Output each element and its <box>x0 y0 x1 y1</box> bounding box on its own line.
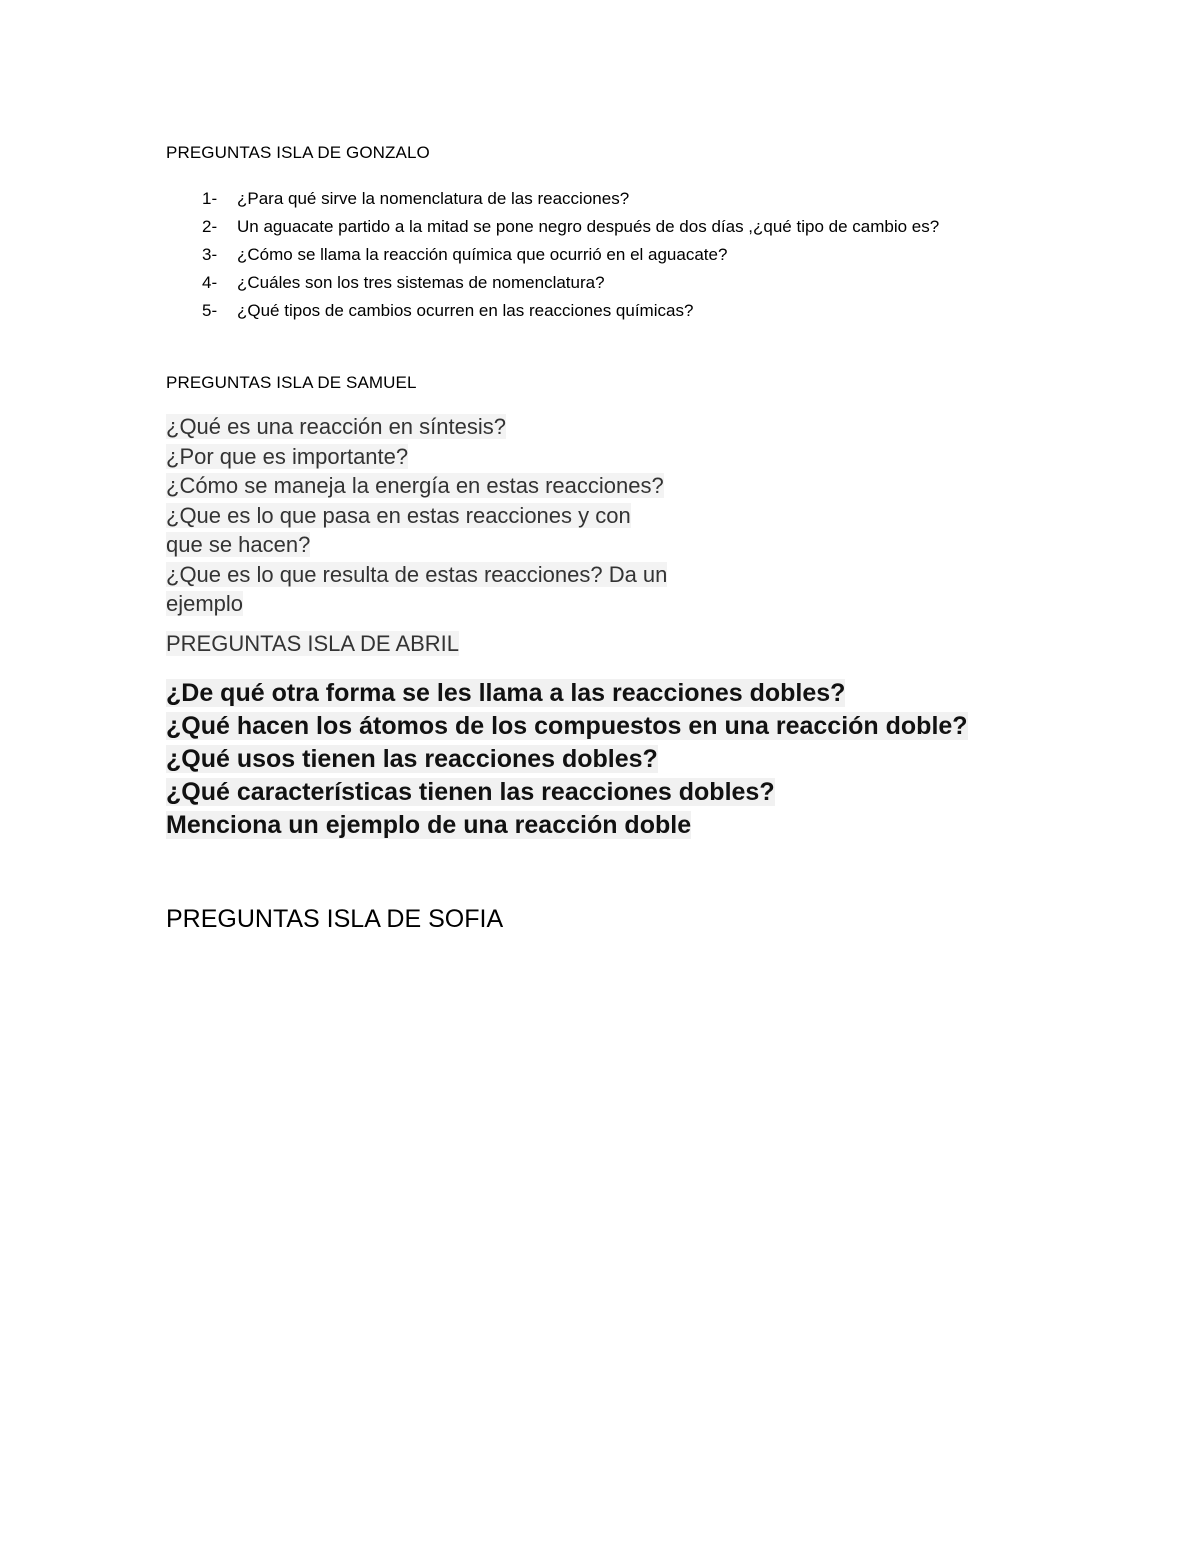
samuel-question-block <box>166 412 726 619</box>
abril-line <box>166 743 1066 776</box>
abril-line <box>166 809 1066 842</box>
samuel-line <box>166 501 726 531</box>
abril-line-text: ¿Qué usos tienen las reacciones dobles? <box>166 745 658 773</box>
samuel-line-text: que se hacen? <box>166 532 311 557</box>
list-item <box>166 185 1016 213</box>
samuel-line-text: ¿Que es lo que pasa en estas reacciones y con <box>166 502 631 528</box>
list-number: 3- <box>202 245 218 264</box>
abril-line <box>166 776 1066 809</box>
abril-line <box>166 677 1066 710</box>
heading-abril-text: PREGUNTAS ISLA DE ABRIL <box>166 631 460 656</box>
samuel-line <box>166 412 726 442</box>
abril-line-text: ¿De qué otra forma se les llama a las reacciones dobles? <box>166 679 846 707</box>
question-text: ¿Qué tipos de cambios ocurren en las reacciones químicas? <box>237 301 694 320</box>
list-item <box>166 213 1016 241</box>
heading-abril <box>166 631 459 657</box>
question-text: ¿Para qué sirve la nomenclatura de las reacciones? <box>237 189 630 208</box>
list-number: 2- <box>202 217 218 236</box>
abril-line-text: ¿Qué características tienen las reacciones dobles? <box>166 778 775 806</box>
samuel-line <box>166 530 726 560</box>
list-number: 1- <box>202 189 218 208</box>
list-item <box>166 241 1016 269</box>
samuel-line-text: ¿Por que es importante? <box>166 443 409 469</box>
abril-line-text: ¿Qué hacen los átomos de los compuestos en una reacción doble? <box>166 712 968 740</box>
abril-line-text: Menciona un ejemplo de una reacción doble <box>166 811 692 839</box>
samuel-line-text: ¿Que es lo que resulta de estas reacciones? Da un <box>166 561 668 587</box>
samuel-line <box>166 560 726 590</box>
question-text: ¿Cómo se llama la reacción química que ocurrió en el aguacate? <box>237 245 728 264</box>
samuel-line <box>166 471 726 501</box>
list-item <box>166 269 1016 297</box>
heading-gonzalo: PREGUNTAS ISLA DE GONZALO <box>166 143 430 162</box>
list-number: 5- <box>202 301 218 320</box>
abril-line <box>166 710 1066 743</box>
gonzalo-question-list <box>166 185 1016 325</box>
list-number: 4- <box>202 273 218 292</box>
samuel-line <box>166 589 726 619</box>
question-text: Un aguacate partido a la mitad se pone negro después de dos días ,¿qué tipo de cambio es? <box>237 217 940 236</box>
samuel-line-text: ¿Cómo se maneja la energía en estas reacciones? <box>166 473 664 498</box>
question-text: ¿Cuáles son los tres sistemas de nomenclatura? <box>237 273 605 292</box>
heading-samuel: PREGUNTAS ISLA DE SAMUEL <box>166 373 417 392</box>
list-item <box>166 297 1016 325</box>
samuel-line <box>166 442 726 472</box>
samuel-line-text: ¿Qué es una reacción en síntesis? <box>166 414 506 439</box>
samuel-line-text: ejemplo <box>166 591 244 616</box>
heading-sofia: PREGUNTAS ISLA DE SOFIA <box>166 905 504 933</box>
abril-question-block <box>166 677 1066 842</box>
